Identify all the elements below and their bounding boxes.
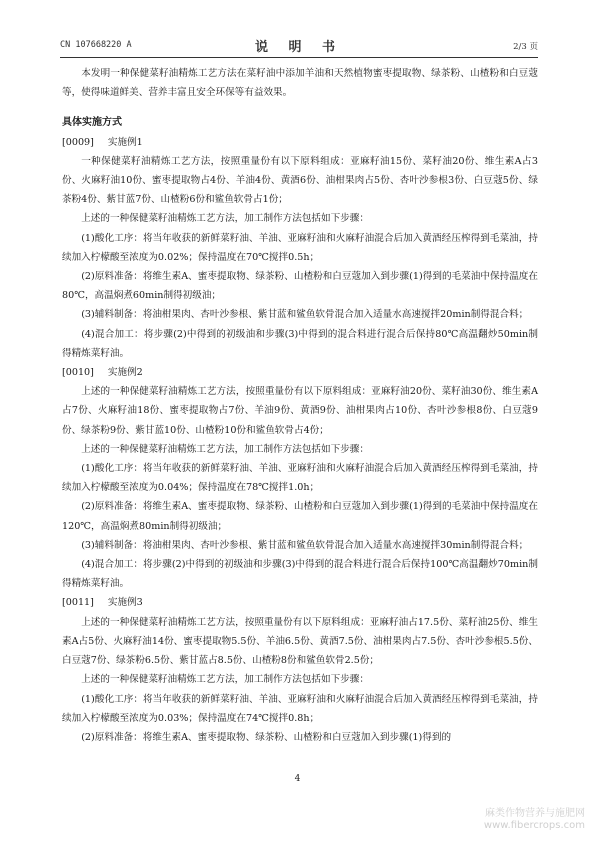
watermark	[484, 808, 585, 832]
example-paragraph: (1)酸化工序：将当年收获的新鲜菜籽油、羊油、亚麻籽油和火麻籽油混合后加入黄酒经压榨得到毛菜油，持续加入柠檬酸至浓度为0.03%；保持温度在74℃搅拌0.8h；	[62, 693, 538, 724]
example-heading	[62, 133, 538, 152]
example-paragraph: (4)混合加工：将步骤(2)中得到的初级油和步骤(3)中得到的混合料进行混合后保持100℃高温翻炒70min制得精炼菜籽油。	[62, 559, 538, 590]
example-title: 实施例3	[107, 597, 143, 609]
section-title: 具体实施方式	[62, 117, 122, 129]
page-header	[60, 36, 538, 54]
example-paragraph: 上述的一种保健菜籽油精炼工艺方法，加工制作方法包括如下步骤：	[81, 443, 369, 455]
document-title: 说 明 书	[254, 40, 344, 55]
example-paragraph: 上述的一种保健菜籽油精炼工艺方法，加工制作方法包括如下步骤：	[81, 213, 369, 225]
example-paragraph: 上述的一种保健菜籽油精炼工艺方法，加工制作方法包括如下步骤：	[81, 674, 369, 686]
intro-paragraph: 本发明一种保健菜籽油精炼工艺方法在菜籽油中添加羊油和天然植物蜜枣提取物、绿茶粉、山楂粉和白豆蔻等，使得味道鲜美、营养丰富且安全环保等有益效果。	[62, 68, 538, 99]
example-paragraph: (2)原料准备：将维生素A、蜜枣提取物、绿茶粉、山楂粉和白豆蔻加入到步骤(1)得到的	[81, 731, 452, 743]
watermark-url: www.fibercrops.com	[483, 820, 585, 831]
header-rule	[60, 57, 538, 58]
example-paragraph: (2)原料准备：将维生素A、蜜枣提取物、绿茶粉、山楂粉和白豆蔻加入到步骤(1)得到的毛菜油中保持温度在80℃，高温焖煮60min制得初级油；	[62, 271, 538, 302]
document-number: CN 107668220 A	[60, 40, 132, 50]
watermark-title: 麻类作物营养与施肥网	[485, 808, 585, 819]
page-number: 4	[294, 774, 301, 784]
example-paragraph: (3)辅料制备：将油柑果肉、杏叶沙参根、紫甘蓝和鲨鱼软骨混合加入适量水高速搅拌20min制得混合料；	[81, 309, 529, 321]
example-paragraph: (2)原料准备：将维生素A、蜜枣提取物、绿茶粉、山楂粉和白豆蔻加入到步骤(1)得到的毛菜油中保持温度在120℃，高温焖煮80min制得初级油；	[62, 501, 538, 532]
example-paragraph: (4)混合加工：将步骤(2)中得到的初级油和步骤(3)中得到的混合料进行混合后保持80℃高温翻炒50min制得精炼菜籽油。	[62, 328, 538, 359]
example-paragraph: (3)辅料制备：将油柑果肉、杏叶沙参根、紫甘蓝和鲨鱼软骨混合加入适量水高速搅拌30min制得混合料；	[81, 539, 529, 551]
example-title: 实施例2	[107, 367, 143, 379]
example-paragraph: 一种保健菜籽油精炼工艺方法，按照重量份有以下原料组成：亚麻籽油15份、菜籽油20份、维生素A占3份、火麻籽油10份、蜜枣提取物占4份、羊油4份、黄酒6份、油柑果肉占5份、杏叶沙参根3份、白豆蔻5份、绿茶粉4份、紫甘蓝7份、山楂粉6份和鲨鱼软骨占1份；	[62, 155, 538, 206]
example-heading	[62, 593, 538, 612]
example-paragraph: 上述的一种保健菜籽油精炼工艺方法，按照重量份有以下原料组成：亚麻籽油占17.5份、菜籽油25份、维生素A占5份、火麻籽油14份、蜜枣提取物5.5份、羊油6.5份、黄酒7.5份、油柑果肉占7.5份、杏叶沙参根5.5份、白豆蔻7份、绿茶粉6.5份、紫甘蓝占8.5份、山楂粉8份和鲨鱼软骨2.5份；	[62, 616, 538, 667]
paragraph-number: [0009]	[62, 136, 94, 148]
example-paragraph: (1)酸化工序：将当年收获的新鲜菜籽油、羊油、亚麻籽油和火麻籽油混合后加入黄酒经压榨得到毛菜油，持续加入柠檬酸至浓度为0.02%；保持温度在70℃搅拌0.5h；	[62, 232, 538, 263]
example-heading	[62, 363, 538, 382]
example-paragraph: 上述的一种保健菜籽油精炼工艺方法，按照重量份有以下原料组成：亚麻籽油20份、菜籽油30份、维生素A占7份、火麻籽油18份、蜜枣提取物占7份、羊油9份、黄酒9份、油柑果肉占10份、杏叶沙参根8份、白豆蔻9份、绿茶粉9份、紫甘蓝10份、山楂粉10份和鲨鱼软骨占4份；	[62, 386, 538, 436]
paragraph-number: [0011]	[62, 597, 94, 609]
page-indicator: 2/3 页	[513, 42, 538, 52]
example-title: 实施例1	[107, 136, 143, 148]
document-body	[62, 64, 538, 747]
example-paragraph: (1)酸化工序：将当年收获的新鲜菜籽油、羊油、亚麻籽油和火麻籽油混合后加入黄酒经压榨得到毛菜油，持续加入柠檬酸至浓度为0.04%；保持温度在78℃搅拌1.0h；	[62, 463, 538, 494]
paragraph-number: [0010]	[62, 367, 94, 379]
